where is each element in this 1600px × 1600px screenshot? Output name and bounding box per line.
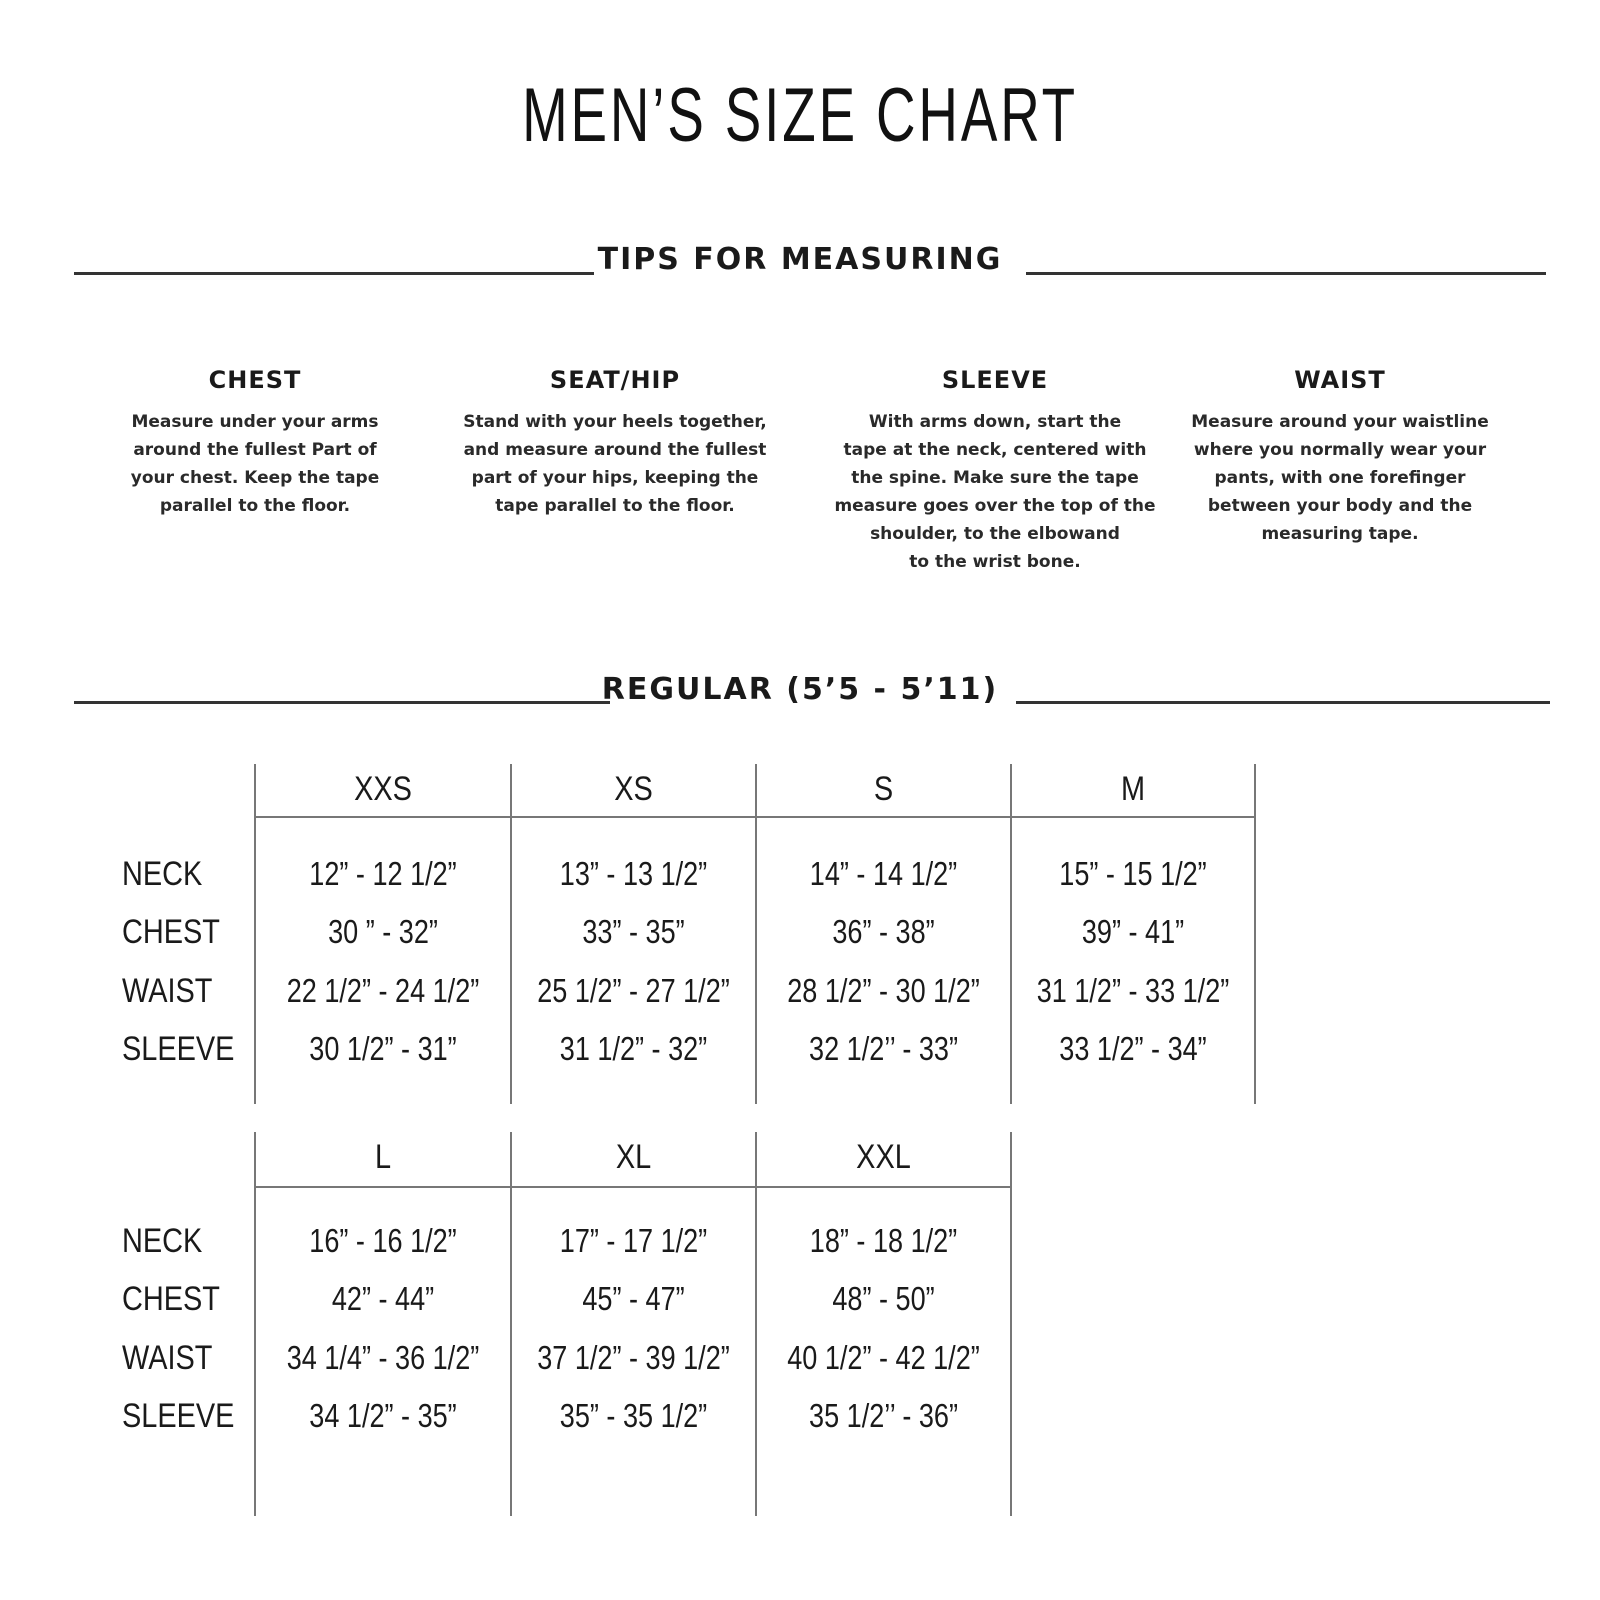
tip-text: Measure under your arms around the fullest Part of your chest. Keep the tape parallel to the floor.	[130, 412, 380, 516]
table-cell: 12” - 12 1/2”	[309, 855, 457, 892]
row-label-chest: CHEST	[122, 1280, 220, 1318]
table-cell: 28 1/2” - 30 1/2”	[787, 972, 980, 1009]
tip-label: WAIST	[1294, 366, 1386, 394]
row-label-sleeve: SLEEVE	[122, 1397, 235, 1435]
tip-label: SLEEVE	[941, 366, 1049, 394]
size-header: S	[873, 770, 894, 808]
table-cell: 37 1/2” - 39 1/2”	[537, 1339, 730, 1376]
table-cell: 18” - 18 1/2”	[809, 1222, 958, 1259]
table-cell: 30 1/2” - 31”	[309, 1030, 457, 1067]
table-cell: 33” - 35”	[582, 913, 685, 950]
regular-heading: REGULAR (5’5 - 5’11)	[601, 672, 999, 707]
row-label-neck: NECK	[122, 1222, 203, 1260]
table-cell: 48” - 50”	[832, 1280, 935, 1317]
table-cell: 15” - 15 1/2”	[1059, 855, 1207, 892]
table-cell: 32 1/2’’ - 33”	[809, 1030, 958, 1067]
row-label-neck: NECK	[122, 855, 203, 893]
size-header: XL	[615, 1138, 652, 1176]
table-cell: 14” - 14 1/2”	[809, 855, 958, 892]
table-cell: 36” - 38”	[832, 913, 935, 950]
table-cell: 22 1/2” - 24 1/2”	[286, 972, 480, 1009]
grid-line	[254, 1186, 1012, 1188]
tip-label: SEAT/HIP	[549, 366, 681, 394]
table-cell: 35 1/2’’ - 36”	[809, 1397, 958, 1434]
size-header: XS	[614, 770, 653, 808]
grid-line	[1254, 764, 1256, 1104]
table-cell: 40 1/2” - 42 1/2”	[787, 1339, 980, 1376]
table-cell: 34 1/2” - 35”	[309, 1397, 457, 1434]
grid-line	[510, 764, 512, 1104]
tip-seat-hip	[440, 366, 790, 520]
row-label-chest: CHEST	[122, 913, 220, 951]
size-header: XXL	[856, 1138, 911, 1176]
tip-sleeve	[820, 366, 1170, 576]
table-cell: 13” - 13 1/2”	[559, 855, 708, 892]
size-header: XXS	[354, 770, 412, 808]
table-cell: 17” - 17 1/2”	[559, 1222, 708, 1259]
table-cell: 33 1/2” - 34”	[1059, 1030, 1207, 1067]
table-cell: 16” - 16 1/2”	[309, 1222, 457, 1259]
size-header: L	[374, 1138, 392, 1176]
grid-line	[254, 1132, 256, 1516]
size-header: M	[1120, 770, 1146, 808]
table-cell: 25 1/2” - 27 1/2”	[537, 972, 730, 1009]
tip-label: CHEST	[208, 366, 302, 394]
grid-line	[1010, 1132, 1012, 1516]
table-cell: 42” - 44”	[331, 1280, 435, 1317]
tip-text: Measure around your waistline where you normally wear your pants, with one forefinger between your body and the measuring tape.	[1191, 412, 1489, 544]
grid-line	[510, 1132, 512, 1516]
grid-line	[254, 764, 256, 1104]
tip-waist	[1170, 366, 1510, 548]
table-cell: 35” - 35 1/2”	[559, 1397, 708, 1434]
table-cell: 34 1/4” - 36 1/2”	[286, 1339, 480, 1376]
grid-line	[254, 816, 1256, 818]
table-cell: 30 ” - 32”	[328, 913, 438, 950]
row-label-sleeve: SLEEVE	[122, 1030, 235, 1068]
grid-line	[1010, 764, 1012, 1104]
table-cell: 31 1/2” - 32”	[559, 1030, 708, 1067]
tip-chest	[100, 366, 410, 520]
page-title: MEN’S SIZE CHART	[522, 73, 1078, 158]
table-cell: 39” - 41”	[1081, 913, 1185, 950]
tip-text: Stand with your heels together, and measure around the fullest part of your hips, keeping the tape parallel to the floor.	[463, 412, 767, 516]
row-label-waist: WAIST	[122, 972, 213, 1010]
grid-line	[755, 764, 757, 1104]
tip-text: With arms down, start the tape at the neck, centered with the spine. Make sure the tape measure goes over the top of the shoulder, to the elbowand to the wrist bone.	[834, 412, 1156, 572]
tips-heading: TIPS FOR MEASURING	[597, 242, 1003, 277]
grid-line	[755, 1132, 757, 1516]
table-cell: 45” - 47”	[582, 1280, 685, 1317]
table-cell: 31 1/2” - 33 1/2”	[1036, 972, 1230, 1009]
row-label-waist: WAIST	[122, 1339, 213, 1377]
